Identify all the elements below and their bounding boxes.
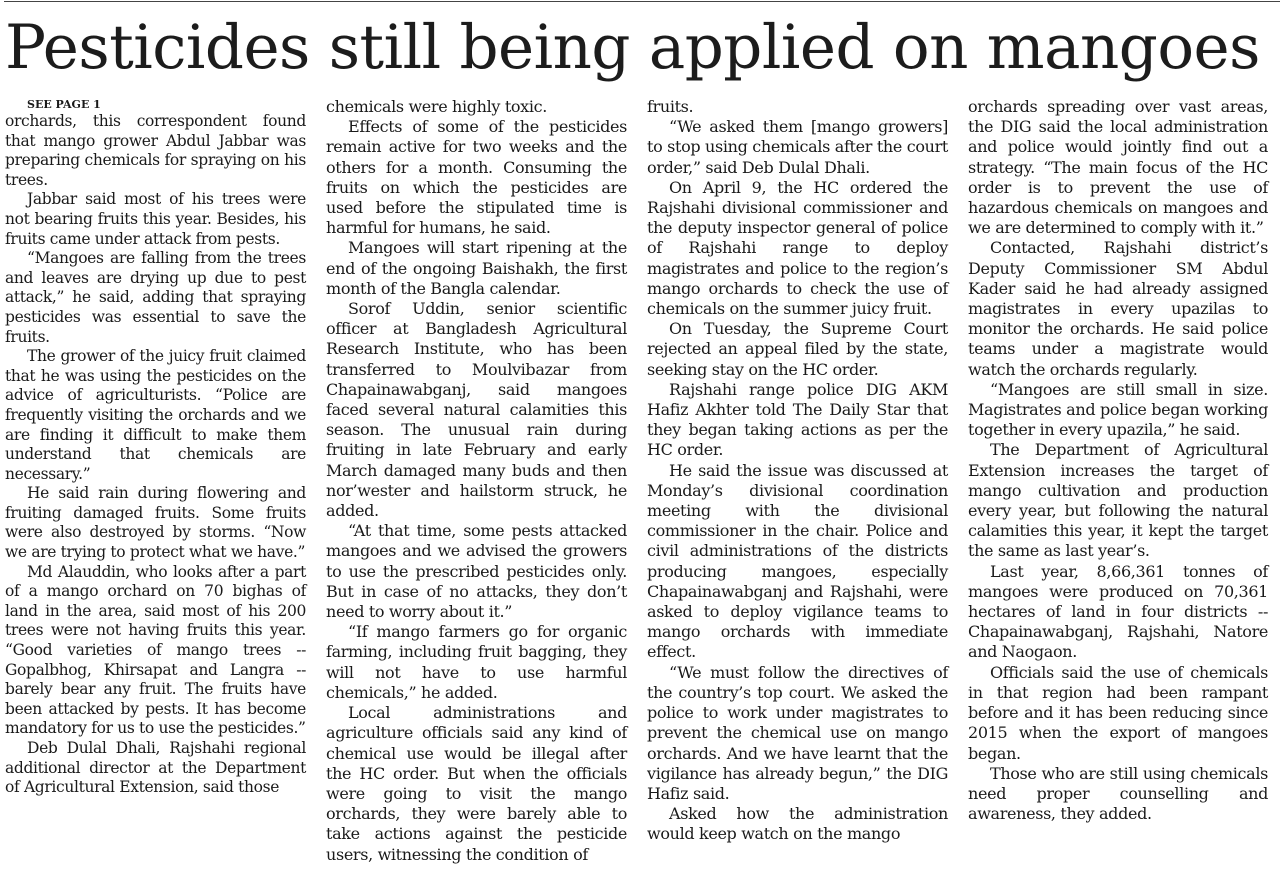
paragraph: Those who are still using chemicals need proper counselling and awareness, they added. <box>968 763 1268 824</box>
paragraph: Deb Dulal Dhali, Rajshahi regional additional director at the Department of Agricultural Extension, said those <box>5 739 306 797</box>
headline: Pesticides still being applied on mangoes <box>5 12 1260 83</box>
paragraph: Rajshahi range police DIG AKM Hafiz Akhter told The Daily Star that they began taking actions as per the HC order. <box>647 379 948 460</box>
paragraph: Sorof Uddin, senior scientific officer at Bangladesh Agricultural Research Institute, who has been transferred to Moulvibazar from Chapainawabganj, said mangoes faced several natural calamities this season. The unusual rain during fruiting in late February and early March damaged many buds and then nor’wester and hailstorm struck, he added. <box>326 299 627 521</box>
paragraph: “Mangoes are still small in size. Magistrates and police began working together in every upazila,” he said. <box>968 379 1268 440</box>
paragraph: “If mango farmers go for organic farming, including fruit bagging, they will not have to use harmful chemicals,” he added. <box>326 622 627 702</box>
paragraph: On Tuesday, the Supreme Court rejected an appeal filed by the state, seeking stay on the HC order. <box>647 319 948 379</box>
article-column-1 <box>5 97 306 798</box>
paragraph: “We must follow the directives of the country’s top court. We asked the police to work under magistrates to prevent the chemical use on mango orchards. And we have learnt that the vigilance has already begun,” the DIG Hafiz said. <box>647 662 948 803</box>
article-column-3 <box>647 97 948 845</box>
paragraph: Md Alauddin, who looks after a part of a mango orchard on 70 bighas of land in the area, said most of his 200 trees were not having fruits this year. “Good varieties of mango trees -- Gopalbhog, Khirsapat and Langra -- barely bear any fruit. The fruits have been attacked by pests. It has become mandatory for us to use the pesticides.” <box>5 562 306 738</box>
paragraph: chemicals were highly toxic. <box>326 97 547 116</box>
paragraph: Last year, 8,66,361 tonnes of mangoes were produced on 70,361 hectares of land in four districts -- Chapainawabganj, Rajshahi, Natore and Naogaon. <box>968 561 1268 662</box>
paragraph: Contacted, Rajshahi district’s Deputy Commissioner SM Abdul Kader said he had already assigned magistrates in every upazilas to monitor the orchards. He said police teams under a magistrate would watch the orchards regularly. <box>968 238 1268 379</box>
see-page-label: SEE PAGE 1 <box>27 98 101 111</box>
paragraph: orchards, this correspondent found that mango grower Abdul Jabbar was preparing chemicals for spraying on his trees. <box>5 112 306 189</box>
article-column-2 <box>326 97 627 865</box>
paragraph: Jabbar said most of his trees were not bearing fruits this year. Besides, his fruits came under attack from pests. <box>5 190 306 248</box>
paragraph: Mangoes will start ripening at the end of the ongoing Baishakh, the first month of the Bangla calendar. <box>326 238 627 298</box>
paragraph: fruits. <box>647 97 694 116</box>
paragraph: The Department of Agricultural Extension increases the target of mango cultivation and production every year, but following the natural calamities this year, it kept the target the same as last year’s. <box>968 440 1268 561</box>
top-rule <box>4 1 1280 2</box>
paragraph: Asked how the administration would keep watch on the mango <box>647 804 948 844</box>
paragraph: On April 9, the HC ordered the Rajshahi divisional commissioner and the deputy inspector general of police of Rajshahi range to deploy magistrates and police to the region’s mango orchards to check the use of chemicals on the summer juicy fruit. <box>647 177 948 319</box>
paragraph: He said the issue was discussed at Monday’s divisional coordination meeting with the divisional commissioner in the chair. Police and civil administrations of the districts producing mangoes, especially Chapainawabganj and Rajshahi, were asked to deploy vigilance teams to mango orchards with immediate effect. <box>647 460 948 662</box>
paragraph: He said rain during flowering and fruiting damaged fruits. Some fruits were also destroyed by storms. “Now we are trying to protect what we have.” <box>5 484 306 562</box>
paragraph: “At that time, some pests attacked mangoes and we advised the growers to use the prescribed pesticides only. But in case of no attacks, they don’t need to worry about it.” <box>326 521 627 622</box>
paragraph: Effects of some of the pesticides remain active for two weeks and the others for a month. Consuming the fruits on which the pesticides are used before the stipulated time is harmful for humans, he said. <box>326 117 627 238</box>
paragraph: Local administrations and agriculture officials said any kind of chemical use would be illegal after the HC order. But when the officials were going to visit the mango orchards, they were barely able to take actions against the pesticide users, witnessing the condition of <box>326 703 627 864</box>
paragraph: “Mangoes are falling from the trees and leaves are drying up due to pest attack,” he said, adding that spraying pesticides was essential to save the fruits. <box>5 249 306 346</box>
paragraph: Officials said the use of chemicals in that region had been rampant before and it has been reducing since 2015 when the export of mangoes began. <box>968 662 1268 763</box>
paragraph: The grower of the juicy fruit claimed that he was using the pesticides on the advice of agriculturists. “Police are frequently visiting the orchards and we are finding it difficult to make them understand that chemicals are necessary.” <box>5 347 306 483</box>
article-column-4 <box>968 97 1268 824</box>
paragraph: “We asked them [mango growers] to stop using chemicals after the court order,” said Deb Dulal Dhali. <box>647 117 948 177</box>
paragraph: orchards spreading over vast areas, the DIG said the local administration and police would jointly find out a strategy. “The main focus of the HC order is to prevent the use of hazardous chemicals on mangoes and we are determined to comply with it.” <box>968 97 1268 238</box>
